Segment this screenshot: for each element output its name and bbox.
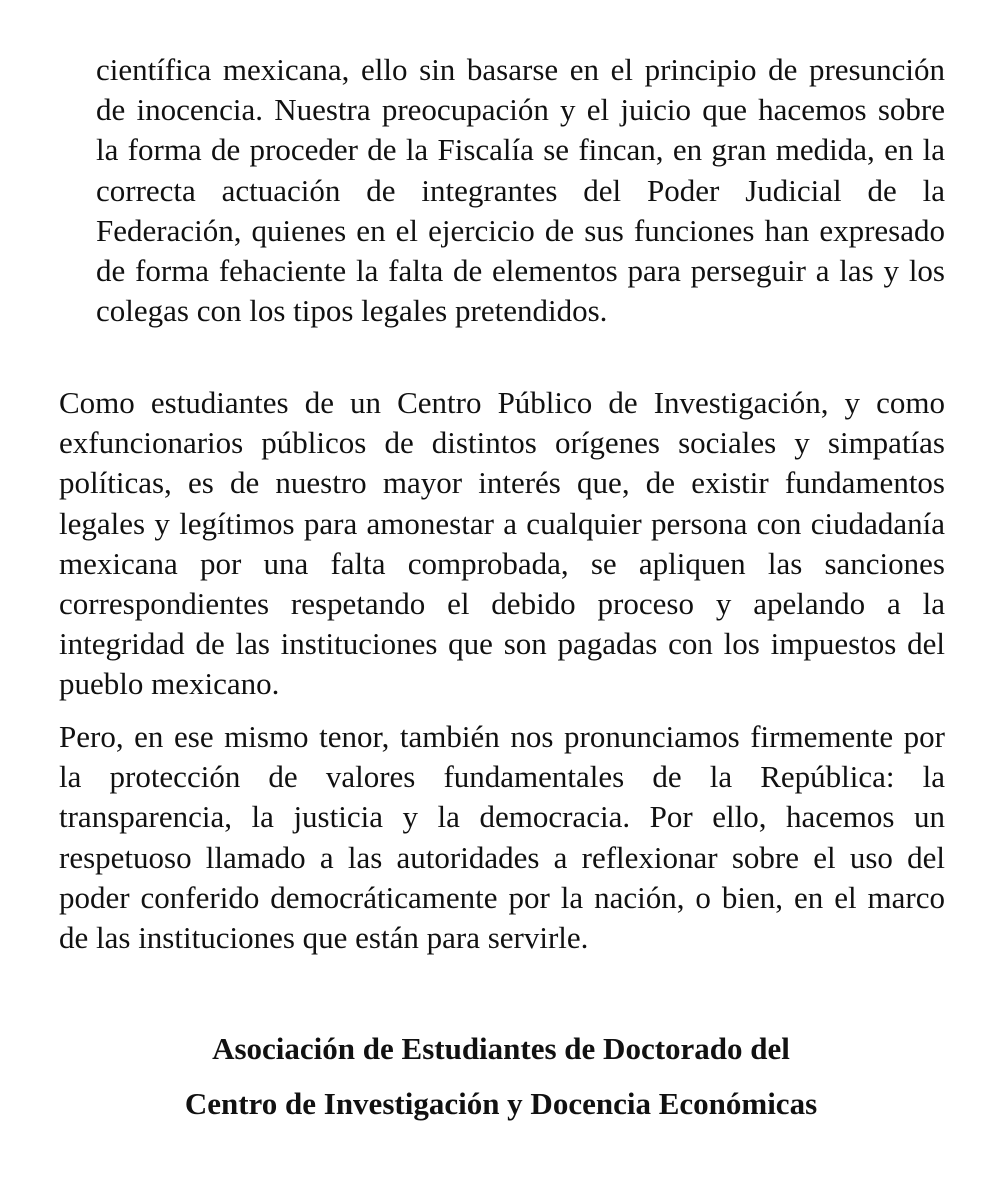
- text-line: políticas, es de nuestro mayor interés que, de existir fundamentos: [59, 465, 945, 501]
- text-line: mexicana por una falta comprobada, se apliquen las sanciones: [59, 545, 945, 581]
- text-line: colegas con los tipos legales pretendidos.: [96, 293, 608, 329]
- text-line: pueblo mexicano.: [59, 666, 280, 702]
- text-line: Federación, quienes en el ejercicio de sus funciones han expresado: [96, 212, 945, 248]
- text-line: de inocencia. Nuestra preocupación y el juicio que hacemos sobre: [96, 92, 945, 128]
- text-line: correcta actuación de integrantes del Poder Judicial de la: [96, 172, 945, 208]
- text-line: respetuoso llamado a las autoridades a reflexionar sobre el uso del: [59, 839, 945, 875]
- paragraph-continued: [96, 50, 945, 331]
- text-line: correspondientes respetando el debido proceso y apelando a la: [59, 586, 945, 622]
- text-line: Como estudiantes de un Centro Público de Investigación, y como: [59, 385, 945, 420]
- text-line: de forma fehaciente la falta de elementos para perseguir a las y los: [96, 253, 945, 289]
- signature-institution: Centro de Investigación y Docencia Económicas: [184, 1086, 818, 1121]
- text-line: la forma de proceder de la Fiscalía se fincan, en gran medida, en la: [96, 132, 945, 168]
- text-line: transparencia, la justicia y la democracia. Por ello, hacemos un: [59, 799, 945, 835]
- text-line: científica mexicana, ello sin basarse en el principio de presunción: [96, 52, 945, 87]
- text-line: exfuncionarios públicos de distintos orígenes sociales y simpatías: [59, 425, 945, 461]
- text-line: integridad de las instituciones que son pagadas con los impuestos del: [59, 626, 945, 662]
- text-line: de las instituciones que están para servirle.: [59, 920, 589, 956]
- text-line: la protección de valores fundamentales de la República: la: [59, 759, 945, 795]
- signature-association: Asociación de Estudiantes de Doctorado del: [212, 1031, 790, 1066]
- paragraph-public-research-center: [59, 383, 945, 705]
- paragraph-republic-values: [59, 717, 945, 958]
- text-line: legales y legítimos para amonestar a cualquier persona con ciudadanía: [59, 505, 945, 541]
- text-line: poder conferido democráticamente por la nación, o bien, en el marco: [59, 879, 945, 915]
- text-line: Pero, en ese mismo tenor, también nos pronunciamos firmemente por: [59, 719, 945, 754]
